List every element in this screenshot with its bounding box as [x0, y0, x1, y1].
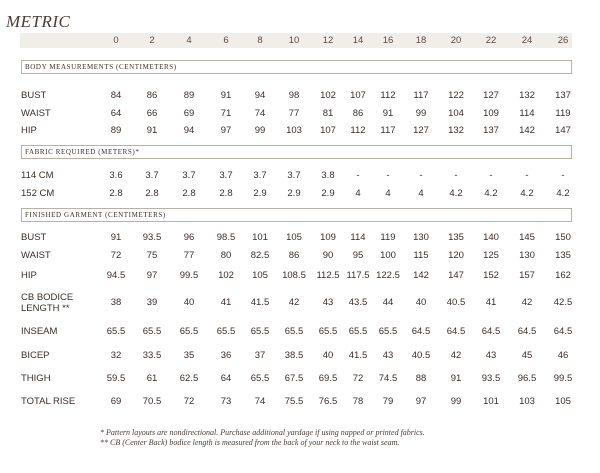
cell-size-6: 65.5	[216, 326, 236, 337]
cell-size-18: 40.5	[411, 350, 431, 361]
cell-size-26: 46	[557, 350, 569, 361]
cell-size-12: 109	[320, 232, 336, 243]
cell-size-4: 96	[183, 232, 195, 243]
cell-size-22: 109	[483, 108, 499, 119]
row-label: THIGH	[21, 373, 51, 384]
cell-size-20: 122	[448, 90, 464, 101]
cell-size-2: 91	[146, 125, 158, 136]
row-label: 152 CM	[21, 188, 55, 199]
cell-size-2: 3.7	[145, 170, 159, 181]
cell-size-2: 75	[146, 250, 158, 261]
cell-size-2: 39	[146, 297, 158, 308]
cell-size-8: 101	[252, 232, 268, 243]
cell-size-26: 105	[555, 396, 571, 407]
cell-size-24: 103	[519, 396, 535, 407]
cell-size-14: 117.5	[346, 270, 370, 281]
cell-size-6: 91	[220, 90, 232, 101]
cell-size-18: 142	[413, 270, 429, 281]
row-inseam	[0, 326, 600, 340]
row-label: BUST	[21, 232, 47, 243]
cell-size-20: 135	[448, 232, 464, 243]
row-label: BUST	[21, 90, 47, 101]
cell-size-10: 42	[288, 297, 300, 308]
cell-size-14: 112	[350, 125, 366, 136]
cell-size-10: 77	[288, 108, 300, 119]
cell-size-12: 65.5	[318, 326, 338, 337]
size-14: 14	[352, 35, 364, 46]
cell-size-10: 2.9	[287, 188, 301, 199]
cell-size-10: 103	[286, 125, 302, 136]
cell-size-16: 91	[382, 108, 394, 119]
cell-size-2: 2.8	[145, 188, 159, 199]
cell-size-26: 162	[555, 270, 571, 281]
cell-size-4: 77	[183, 250, 195, 261]
cell-size-6: 36	[220, 350, 232, 361]
cell-size-12: 40	[322, 350, 334, 361]
cell-size-6: 98.5	[216, 232, 236, 243]
cell-size-26: 64.5	[553, 326, 573, 337]
size-header-row	[0, 35, 600, 49]
cell-size-4: 69	[183, 108, 195, 119]
cell-size-20: 104	[448, 108, 464, 119]
cell-size-0: 94.5	[106, 270, 126, 281]
size-0: 0	[113, 35, 119, 46]
row-bicep	[0, 350, 600, 364]
cell-size-18: 4	[418, 188, 424, 199]
cell-size-20: 42	[450, 350, 462, 361]
cell-size-6: 71	[220, 108, 232, 119]
cell-size-0: 65.5	[106, 326, 126, 337]
cell-size-18: -	[419, 170, 423, 181]
section-title: FABRIC REQUIRED (METERS)*	[25, 148, 140, 156]
row-cb-bodice-length	[0, 292, 600, 314]
cell-size-20: 40.5	[446, 297, 466, 308]
cell-size-12: 102	[320, 90, 336, 101]
cell-size-24: 114	[519, 108, 535, 119]
cell-size-2: 33.5	[142, 350, 162, 361]
cell-size-20: 4.2	[449, 188, 463, 199]
cell-size-14: 4	[355, 188, 361, 199]
cell-size-2: 65.5	[142, 326, 162, 337]
cell-size-0: 89	[110, 125, 122, 136]
cell-size-8: 3.7	[253, 170, 267, 181]
cell-size-24: -	[525, 170, 529, 181]
cell-size-4: 40	[183, 297, 195, 308]
cell-size-6: 2.8	[219, 188, 233, 199]
size-2: 2	[149, 35, 155, 46]
cell-size-12: 107	[320, 125, 336, 136]
section-finished-garment	[21, 208, 572, 222]
cell-size-26: 119	[555, 108, 571, 119]
cell-size-12: 76.5	[318, 396, 338, 407]
cell-size-2: 86	[146, 90, 158, 101]
cell-size-6: 80	[220, 250, 232, 261]
cell-size-22: 43	[485, 350, 497, 361]
cell-size-16: 79	[382, 396, 394, 407]
row-label: 114 CM	[21, 170, 54, 181]
cell-size-24: 145	[519, 232, 535, 243]
cell-size-18: 64.5	[411, 326, 431, 337]
cell-size-0: 3.6	[109, 170, 123, 181]
cell-size-22: 152	[483, 270, 499, 281]
cell-size-12: 112.5	[316, 270, 340, 281]
section-title: BODY MEASUREMENTS (CENTIMETERS)	[25, 63, 177, 71]
cell-size-26: 42.5	[553, 297, 573, 308]
section-body-measurements	[21, 60, 572, 74]
row-label: HIP	[21, 125, 37, 136]
cell-size-10: 38.5	[284, 350, 304, 361]
page-title: METRIC	[6, 12, 71, 31]
cell-size-10: 65.5	[284, 326, 304, 337]
size-12: 12	[322, 35, 334, 46]
cell-size-26: 99.5	[553, 373, 573, 384]
cell-size-16: 43	[382, 350, 394, 361]
cell-size-8: 74	[254, 108, 266, 119]
cell-size-8: 105	[252, 270, 268, 281]
cell-size-8: 65.5	[250, 326, 270, 337]
cell-size-6: 97	[220, 125, 232, 136]
cell-size-8: 74	[254, 396, 266, 407]
size-6: 6	[223, 35, 229, 46]
cell-size-4: 35	[183, 350, 195, 361]
cell-size-2: 97	[146, 270, 158, 281]
cell-size-4: 89	[183, 90, 195, 101]
size-8: 8	[257, 35, 263, 46]
cell-size-18: 115	[413, 250, 429, 261]
cell-size-8: 37	[254, 350, 266, 361]
cell-size-0: 64	[110, 108, 122, 119]
cell-size-2: 70.5	[142, 396, 162, 407]
cell-size-12: 69.5	[318, 373, 338, 384]
cell-size-2: 93.5	[142, 232, 162, 243]
cell-size-0: 91	[110, 232, 122, 243]
cell-size-14: 65.5	[348, 326, 368, 337]
cell-size-20: 147	[448, 270, 464, 281]
cell-size-8: 94	[254, 90, 266, 101]
row-total-rise	[0, 396, 600, 410]
cell-size-22: 125	[483, 250, 499, 261]
cell-size-0: 59.5	[106, 373, 126, 384]
cell-size-14: 72	[352, 373, 364, 384]
cell-size-10: 75.5	[284, 396, 304, 407]
cell-size-18: 40	[415, 297, 427, 308]
cell-size-0: 72	[110, 250, 122, 261]
cell-size-16: -	[386, 170, 390, 181]
cell-size-22: 4.2	[484, 188, 498, 199]
cell-size-16: 4	[385, 188, 391, 199]
cell-size-22: 127	[483, 90, 499, 101]
row-hip	[0, 125, 600, 139]
row-waist	[0, 250, 600, 264]
row-152-cm	[0, 188, 600, 202]
cell-size-18: 127	[413, 125, 429, 136]
cell-size-16: 74.5	[378, 373, 398, 384]
size-26: 26	[557, 35, 569, 46]
cell-size-0: 32	[110, 350, 122, 361]
cell-size-16: 122.5	[376, 270, 400, 281]
cell-size-12: 2.9	[321, 188, 335, 199]
cell-size-14: 86	[352, 108, 364, 119]
cell-size-18: 99	[415, 108, 427, 119]
cell-size-16: 119	[380, 232, 396, 243]
cell-size-6: 73	[220, 396, 232, 407]
row-label: WAIST	[21, 250, 51, 261]
cell-size-22: -	[489, 170, 493, 181]
cell-size-22: 101	[483, 396, 499, 407]
cell-size-16: 112	[380, 90, 396, 101]
cell-size-18: 130	[413, 232, 429, 243]
size-10: 10	[288, 35, 300, 46]
cell-size-22: 64.5	[481, 326, 501, 337]
cell-size-24: 45	[521, 350, 533, 361]
row-hip	[0, 270, 600, 284]
cell-size-2: 61	[146, 373, 158, 384]
cell-size-24: 142	[519, 125, 535, 136]
cell-size-0: 38	[110, 297, 122, 308]
row-label: CB BODICE LENGTH **	[21, 292, 74, 314]
cell-size-8: 65.5	[250, 373, 270, 384]
cell-size-24: 64.5	[517, 326, 537, 337]
row-label: WAIST	[21, 108, 51, 119]
cell-size-18: 88	[415, 373, 427, 384]
cell-size-8: 82.5	[250, 250, 270, 261]
size-24: 24	[521, 35, 533, 46]
cell-size-14: 107	[350, 90, 366, 101]
cell-size-0: 84	[110, 90, 122, 101]
cell-size-8: 41.5	[250, 297, 270, 308]
cell-size-4: 3.7	[182, 170, 196, 181]
cell-size-14: 78	[352, 396, 364, 407]
cell-size-24: 132	[519, 90, 535, 101]
section-title: FINISHED GARMENT (CENTIMETERS)	[25, 211, 166, 219]
cell-size-4: 99.5	[179, 270, 199, 281]
row-bust	[0, 232, 600, 246]
size-4: 4	[186, 35, 192, 46]
row-label: BICEP	[21, 350, 50, 361]
cell-size-22: 41	[485, 297, 497, 308]
cell-size-16: 100	[380, 250, 396, 261]
footnote-cb-bodice: ** CB (Center Back) bodice length is measured from the back of your neck to the waist seam.	[100, 438, 400, 447]
row-114-cm	[0, 170, 600, 184]
cell-size-10: 105	[286, 232, 302, 243]
cell-size-24: 157	[519, 270, 535, 281]
cell-size-26: -	[561, 170, 565, 181]
cell-size-24: 130	[519, 250, 535, 261]
cell-size-10: 86	[288, 250, 300, 261]
cell-size-22: 137	[483, 125, 499, 136]
cell-size-20: 120	[448, 250, 464, 261]
cell-size-4: 65.5	[179, 326, 199, 337]
cell-size-12: 43	[322, 297, 334, 308]
cell-size-12: 81	[322, 108, 334, 119]
cell-size-14: 41.5	[348, 350, 368, 361]
cell-size-4: 94	[183, 125, 195, 136]
cell-size-20: -	[454, 170, 458, 181]
row-label: INSEAM	[21, 326, 58, 337]
cell-size-20: 64.5	[446, 326, 466, 337]
cell-size-26: 150	[555, 232, 571, 243]
cell-size-2: 66	[146, 108, 158, 119]
cell-size-12: 90	[322, 250, 334, 261]
cell-size-14: 95	[352, 250, 364, 261]
cell-size-6: 102	[218, 270, 234, 281]
cell-size-0: 2.8	[109, 188, 123, 199]
cell-size-10: 3.7	[287, 170, 301, 181]
cell-size-24: 96.5	[517, 373, 537, 384]
cell-size-20: 91	[450, 373, 462, 384]
cell-size-20: 99	[450, 396, 462, 407]
cell-size-6: 3.7	[219, 170, 233, 181]
cell-size-22: 93.5	[481, 373, 501, 384]
size-18: 18	[415, 35, 427, 46]
cell-size-4: 72	[183, 396, 195, 407]
row-label: TOTAL RISE	[21, 396, 76, 407]
cell-size-18: 97	[415, 396, 427, 407]
row-waist	[0, 108, 600, 122]
cell-size-8: 99	[254, 125, 266, 136]
cell-size-10: 67.5	[284, 373, 304, 384]
section-fabric-required	[21, 145, 572, 159]
cell-size-24: 4.2	[520, 188, 534, 199]
cell-size-18: 117	[413, 90, 429, 101]
cell-size-0: 69	[110, 396, 122, 407]
cell-size-26: 4.2	[556, 188, 570, 199]
cell-size-4: 62.5	[179, 373, 199, 384]
cell-size-6: 64	[220, 373, 232, 384]
cell-size-14: 43.5	[348, 297, 368, 308]
footnote-pattern-layouts: * Pattern layouts are nondirectional. Purchase additional yardage if using napped or printed fabrics.	[100, 428, 425, 437]
row-label: HIP	[21, 270, 37, 281]
cell-size-14: -	[356, 170, 360, 181]
cell-size-24: 42	[521, 297, 533, 308]
size-16: 16	[382, 35, 394, 46]
cell-size-10: 98	[288, 90, 300, 101]
cell-size-22: 140	[483, 232, 499, 243]
cell-size-26: 147	[555, 125, 571, 136]
cell-size-12: 3.8	[321, 170, 335, 181]
cell-size-26: 137	[555, 90, 571, 101]
cell-size-16: 65.5	[378, 326, 398, 337]
cell-size-26: 135	[555, 250, 571, 261]
cell-size-20: 132	[448, 125, 464, 136]
cell-size-6: 41	[220, 297, 232, 308]
size-20: 20	[450, 35, 462, 46]
cell-size-16: 44	[382, 297, 394, 308]
cell-size-4: 2.8	[182, 188, 196, 199]
cell-size-16: 117	[380, 125, 396, 136]
cell-size-8: 2.9	[253, 188, 267, 199]
size-22: 22	[485, 35, 497, 46]
row-thigh	[0, 373, 600, 387]
row-bust	[0, 90, 600, 104]
cell-size-10: 108.5	[282, 270, 306, 281]
cell-size-14: 114	[350, 232, 366, 243]
